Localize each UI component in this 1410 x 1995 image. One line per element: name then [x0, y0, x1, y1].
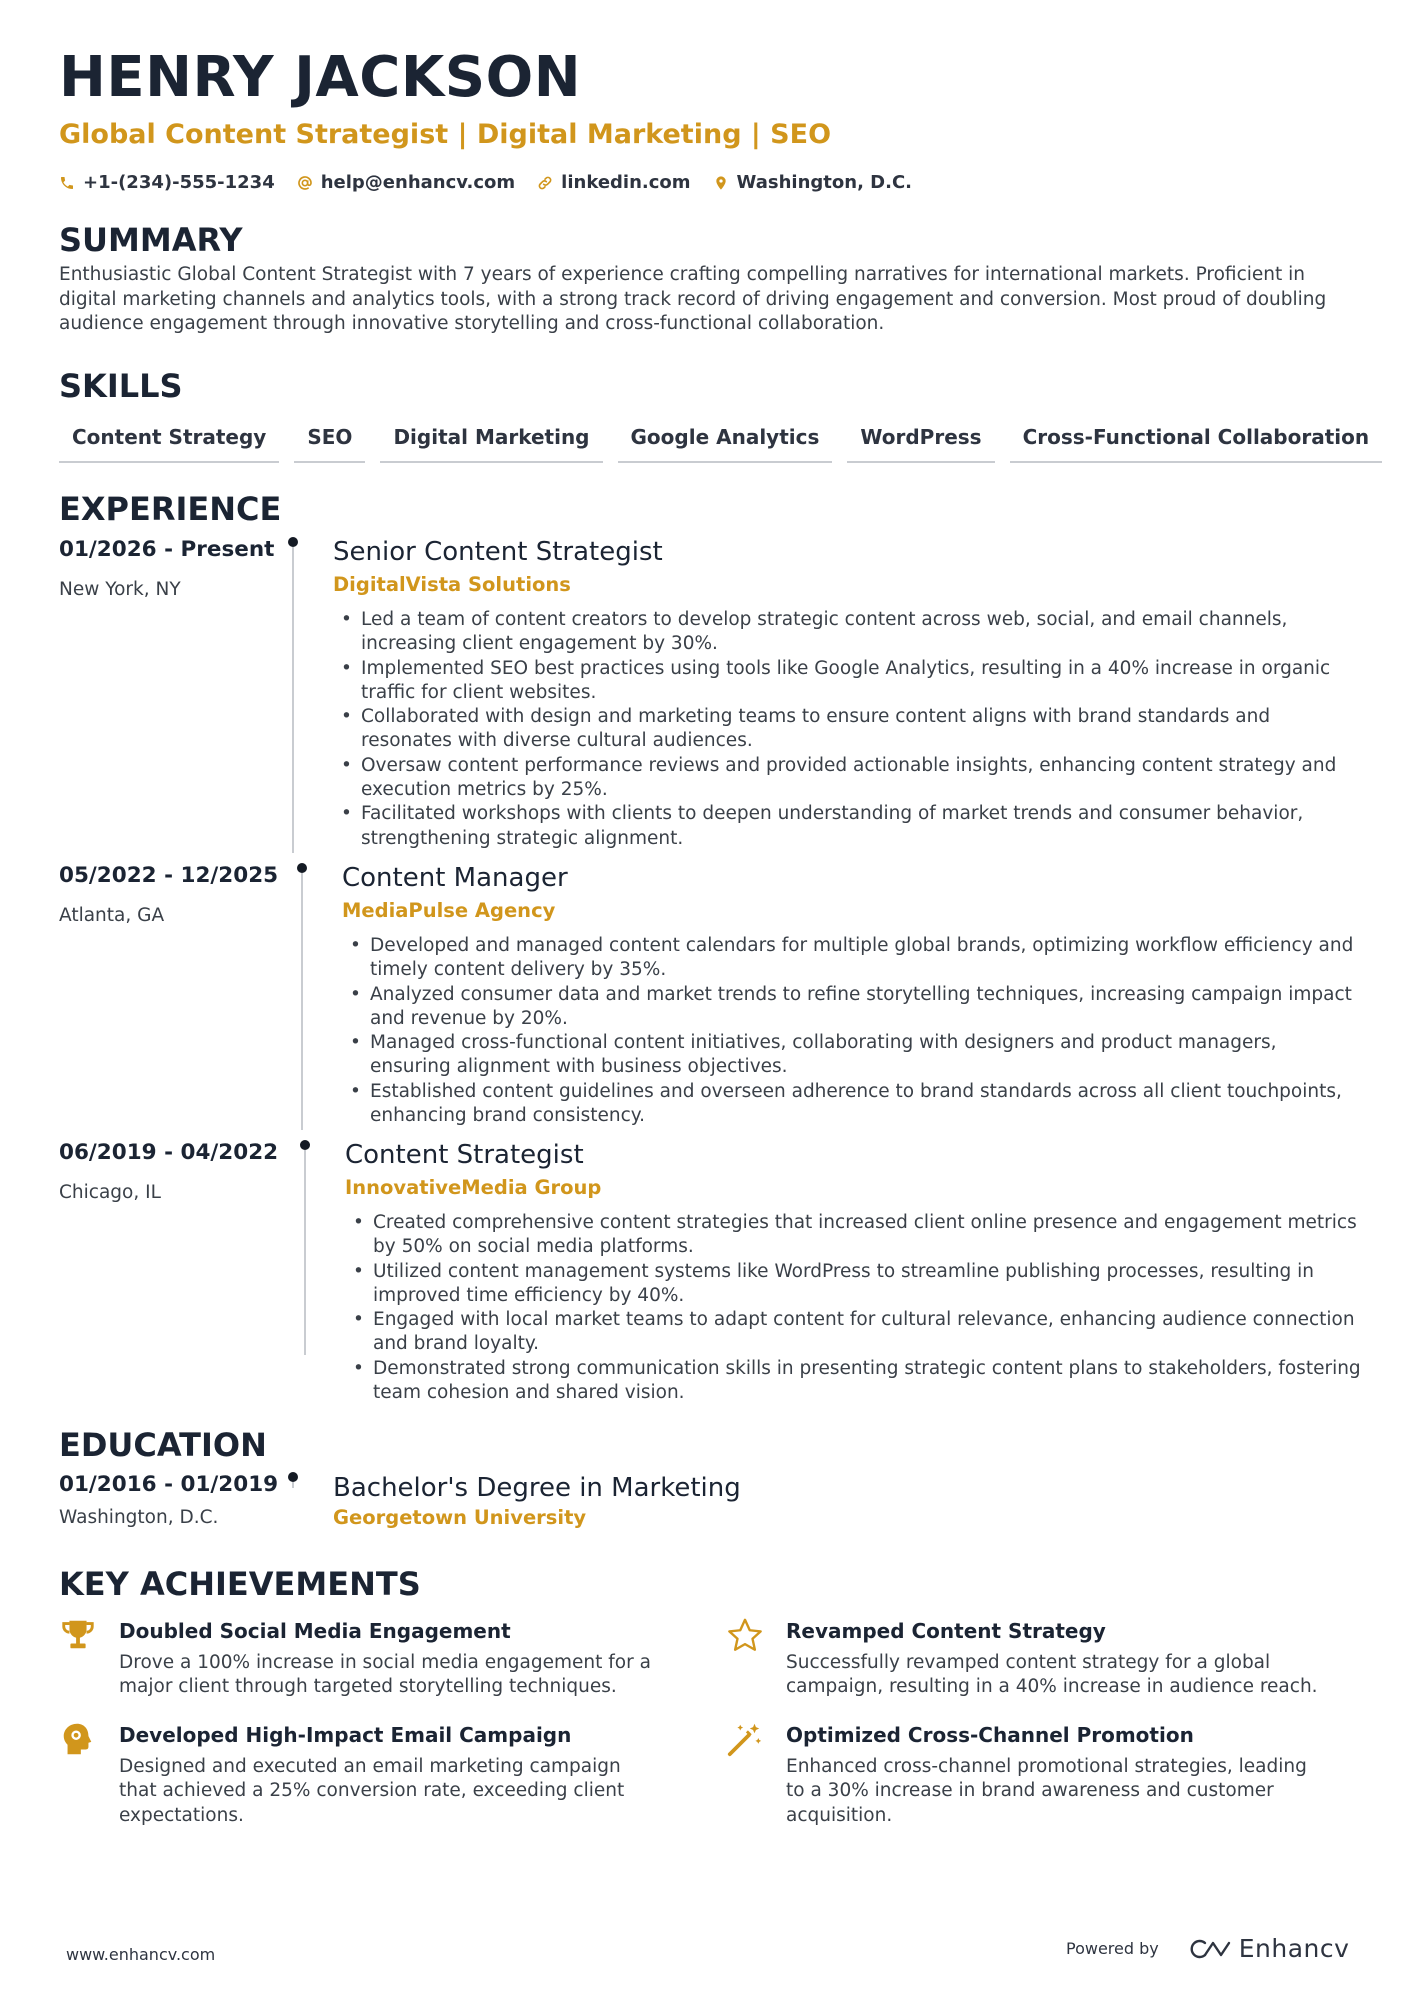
- experience-bullets: [333, 608, 1363, 851]
- education-degree: Bachelor's Degree in Marketing: [333, 1473, 741, 1503]
- achievement-title: Optimized Cross-Channel Promotion: [786, 1723, 1194, 1747]
- achievement-desc: Designed and executed an email marketing campaign that achieved a 25% conversion rate, exceeding client expectations.: [119, 1756, 625, 1826]
- experience-details: [333, 535, 1363, 851]
- education-heading: EDUCATION: [59, 1426, 267, 1464]
- experience-location: Chicago, IL: [59, 1182, 161, 1203]
- contact-email-text: help@enhancv.com: [320, 172, 516, 193]
- bullet-item: • Facilitated workshops with clients to deepen understanding of market trends and consumer behavior, strengthening strategic alignment.: [333, 802, 1363, 851]
- achievement-desc: Successfully revamped content strategy for a global campaign, resulting in a 40% increase in audience reach.: [786, 1652, 1318, 1698]
- experience-company: InnovativeMedia Group: [345, 1176, 602, 1199]
- education-details: [333, 1471, 1233, 1531]
- experience-role: Content Manager: [342, 863, 568, 893]
- bullet-item: • Created comprehensive content strategies that increased client online presence and engagement metrics by 50% on social media platforms.: [345, 1211, 1365, 1260]
- contact-linkedin[interactable]: [537, 172, 690, 193]
- contact-location-text: Washington, D.C.: [736, 172, 913, 193]
- timeline-dot: [297, 863, 307, 873]
- magic-wand-icon: [726, 1721, 764, 1757]
- timeline-dot: [288, 537, 298, 547]
- skill-tag: WordPress: [847, 419, 994, 463]
- skill-tag: SEO: [294, 419, 365, 463]
- summary-heading: SUMMARY: [59, 221, 243, 259]
- achievement-title: Doubled Social Media Engagement: [119, 1619, 511, 1643]
- bullet-item: • Developed and managed content calendars for multiple global brands, optimizing workflow efficiency and timely content delivery by 35%.: [342, 934, 1362, 983]
- skills-list: [59, 419, 1370, 463]
- contact-location: [713, 172, 912, 193]
- skills-heading: SKILLS: [59, 366, 183, 405]
- experience-date: 06/2019 - 04/2022: [59, 1140, 279, 1165]
- experience-location: Atlanta, GA: [59, 905, 165, 926]
- experience-role: Content Strategist: [345, 1140, 584, 1170]
- bullet-item: • Oversaw content performance reviews and provided actionable insights, enhancing content strategy and execution metrics by 25%.: [333, 754, 1363, 803]
- at-icon: [297, 175, 313, 191]
- timeline-dot: [300, 1140, 310, 1150]
- contact-phone-text: +1-(234)-555-1234: [83, 172, 275, 193]
- head-idea-icon: [59, 1721, 97, 1757]
- bullet-item: • Led a team of content creators to develop strategic content across web, social, and email channels, increasing client engagement by 30%.: [333, 608, 1363, 657]
- candidate-name: HENRY JACKSON: [59, 45, 582, 110]
- education-date: 01/2016 - 01/2019: [59, 1472, 279, 1497]
- timeline-line: [304, 1150, 306, 1355]
- contact-phone[interactable]: [59, 172, 275, 193]
- brand-logo[interactable]: [1185, 1934, 1350, 1963]
- timeline-line: [292, 547, 294, 853]
- achievement-desc: Enhanced cross-channel promotional strategies, leading to a 30% increase in brand awareness and customer acquisition.: [786, 1756, 1307, 1826]
- experience-location: New York, NY: [59, 579, 181, 600]
- link-icon: [537, 175, 553, 191]
- summary-text: Enthusiastic Global Content Strategist with 7 years of experience crafting compelling narratives for international markets. Proficient in digital marketing channels and analytics tools, with a strong track record of driving engagement and conversion. Most proud of doubling audience engagement through innovative storytelling and cross-functional collaboration.: [59, 264, 1327, 334]
- star-icon: [726, 1617, 764, 1653]
- powered-by-label: Powered by: [1066, 1939, 1159, 1958]
- bullet-item: • Engaged with local market teams to adapt content for cultural relevance, enhancing audience connection and brand loyalty.: [345, 1308, 1365, 1357]
- skill-tag: Cross-Functional Collaboration: [1010, 419, 1383, 463]
- contact-linkedin-text: linkedin.com: [561, 172, 691, 193]
- contact-bar: [59, 172, 1359, 193]
- timeline-line: [292, 1482, 294, 1488]
- experience-company: MediaPulse Agency: [342, 899, 556, 922]
- bullet-item: • Analyzed consumer data and market trends to refine storytelling techniques, increasing campaign impact and revenue by 20%.: [342, 983, 1362, 1032]
- footer-website[interactable]: www.enhancv.com: [66, 1945, 216, 1964]
- candidate-title: Global Content Strategist | Digital Marketing | SEO: [59, 119, 832, 150]
- experience-company: DigitalVista Solutions: [333, 573, 571, 596]
- timeline-dot: [288, 1472, 298, 1482]
- bullet-item: • Collaborated with design and marketing teams to ensure content aligns with brand standards and resonates with diverse cultural audiences.: [333, 705, 1363, 754]
- bullet-item: • Implemented SEO best practices using tools like Google Analytics, resulting in a 40% increase in organic traffic for client websites.: [333, 657, 1363, 706]
- footer-branding: [1066, 1934, 1349, 1963]
- timeline-line: [301, 873, 303, 1130]
- experience-bullets: [345, 1211, 1365, 1405]
- location-pin-icon: [713, 175, 729, 191]
- achievements-heading: KEY ACHIEVEMENTS: [59, 1565, 421, 1603]
- education-school: Georgetown University: [333, 1506, 587, 1529]
- experience-heading: EXPERIENCE: [59, 490, 282, 528]
- skill-tag: Digital Marketing: [380, 419, 602, 463]
- experience-role: Senior Content Strategist: [333, 537, 663, 567]
- bullet-item: • Managed cross-functional content initiatives, collaborating with designers and product managers, ensuring alignment with business objectives.: [342, 1031, 1362, 1080]
- trophy-icon: [59, 1617, 97, 1653]
- experience-details: [345, 1138, 1365, 1405]
- achievement-desc: Drove a 100% increase in social media engagement for a major client through targeted storytelling techniques.: [119, 1652, 651, 1698]
- bullet-item: • Demonstrated strong communication skills in presenting strategic content plans to stakeholders, fostering team cohesion and shared vision.: [345, 1357, 1365, 1406]
- brand-name: Enhancv: [1238, 1934, 1350, 1963]
- experience-details: [342, 861, 1362, 1128]
- achievement-title: Revamped Content Strategy: [786, 1619, 1106, 1643]
- bullet-item: • Utilized content management systems like WordPress to streamline publishing processes, resulting in improved time efficiency by 40%.: [345, 1260, 1365, 1309]
- education-location: Washington, D.C.: [59, 1507, 219, 1528]
- phone-icon: [59, 175, 75, 191]
- contact-email[interactable]: [297, 172, 515, 193]
- enhancv-logo-icon: [1185, 1937, 1231, 1961]
- experience-date: 01/2026 - Present: [59, 537, 275, 562]
- skill-tag: Google Analytics: [618, 419, 833, 463]
- skill-tag: Content Strategy: [59, 419, 279, 463]
- resume-page: [59, 42, 1370, 463]
- experience-bullets: [342, 934, 1362, 1128]
- achievement-title: Developed High-Impact Email Campaign: [119, 1723, 572, 1747]
- experience-date: 05/2022 - 12/2025: [59, 863, 279, 888]
- bullet-item: • Established content guidelines and overseen adherence to brand standards across all client touchpoints, enhancing brand consistency.: [342, 1080, 1362, 1129]
